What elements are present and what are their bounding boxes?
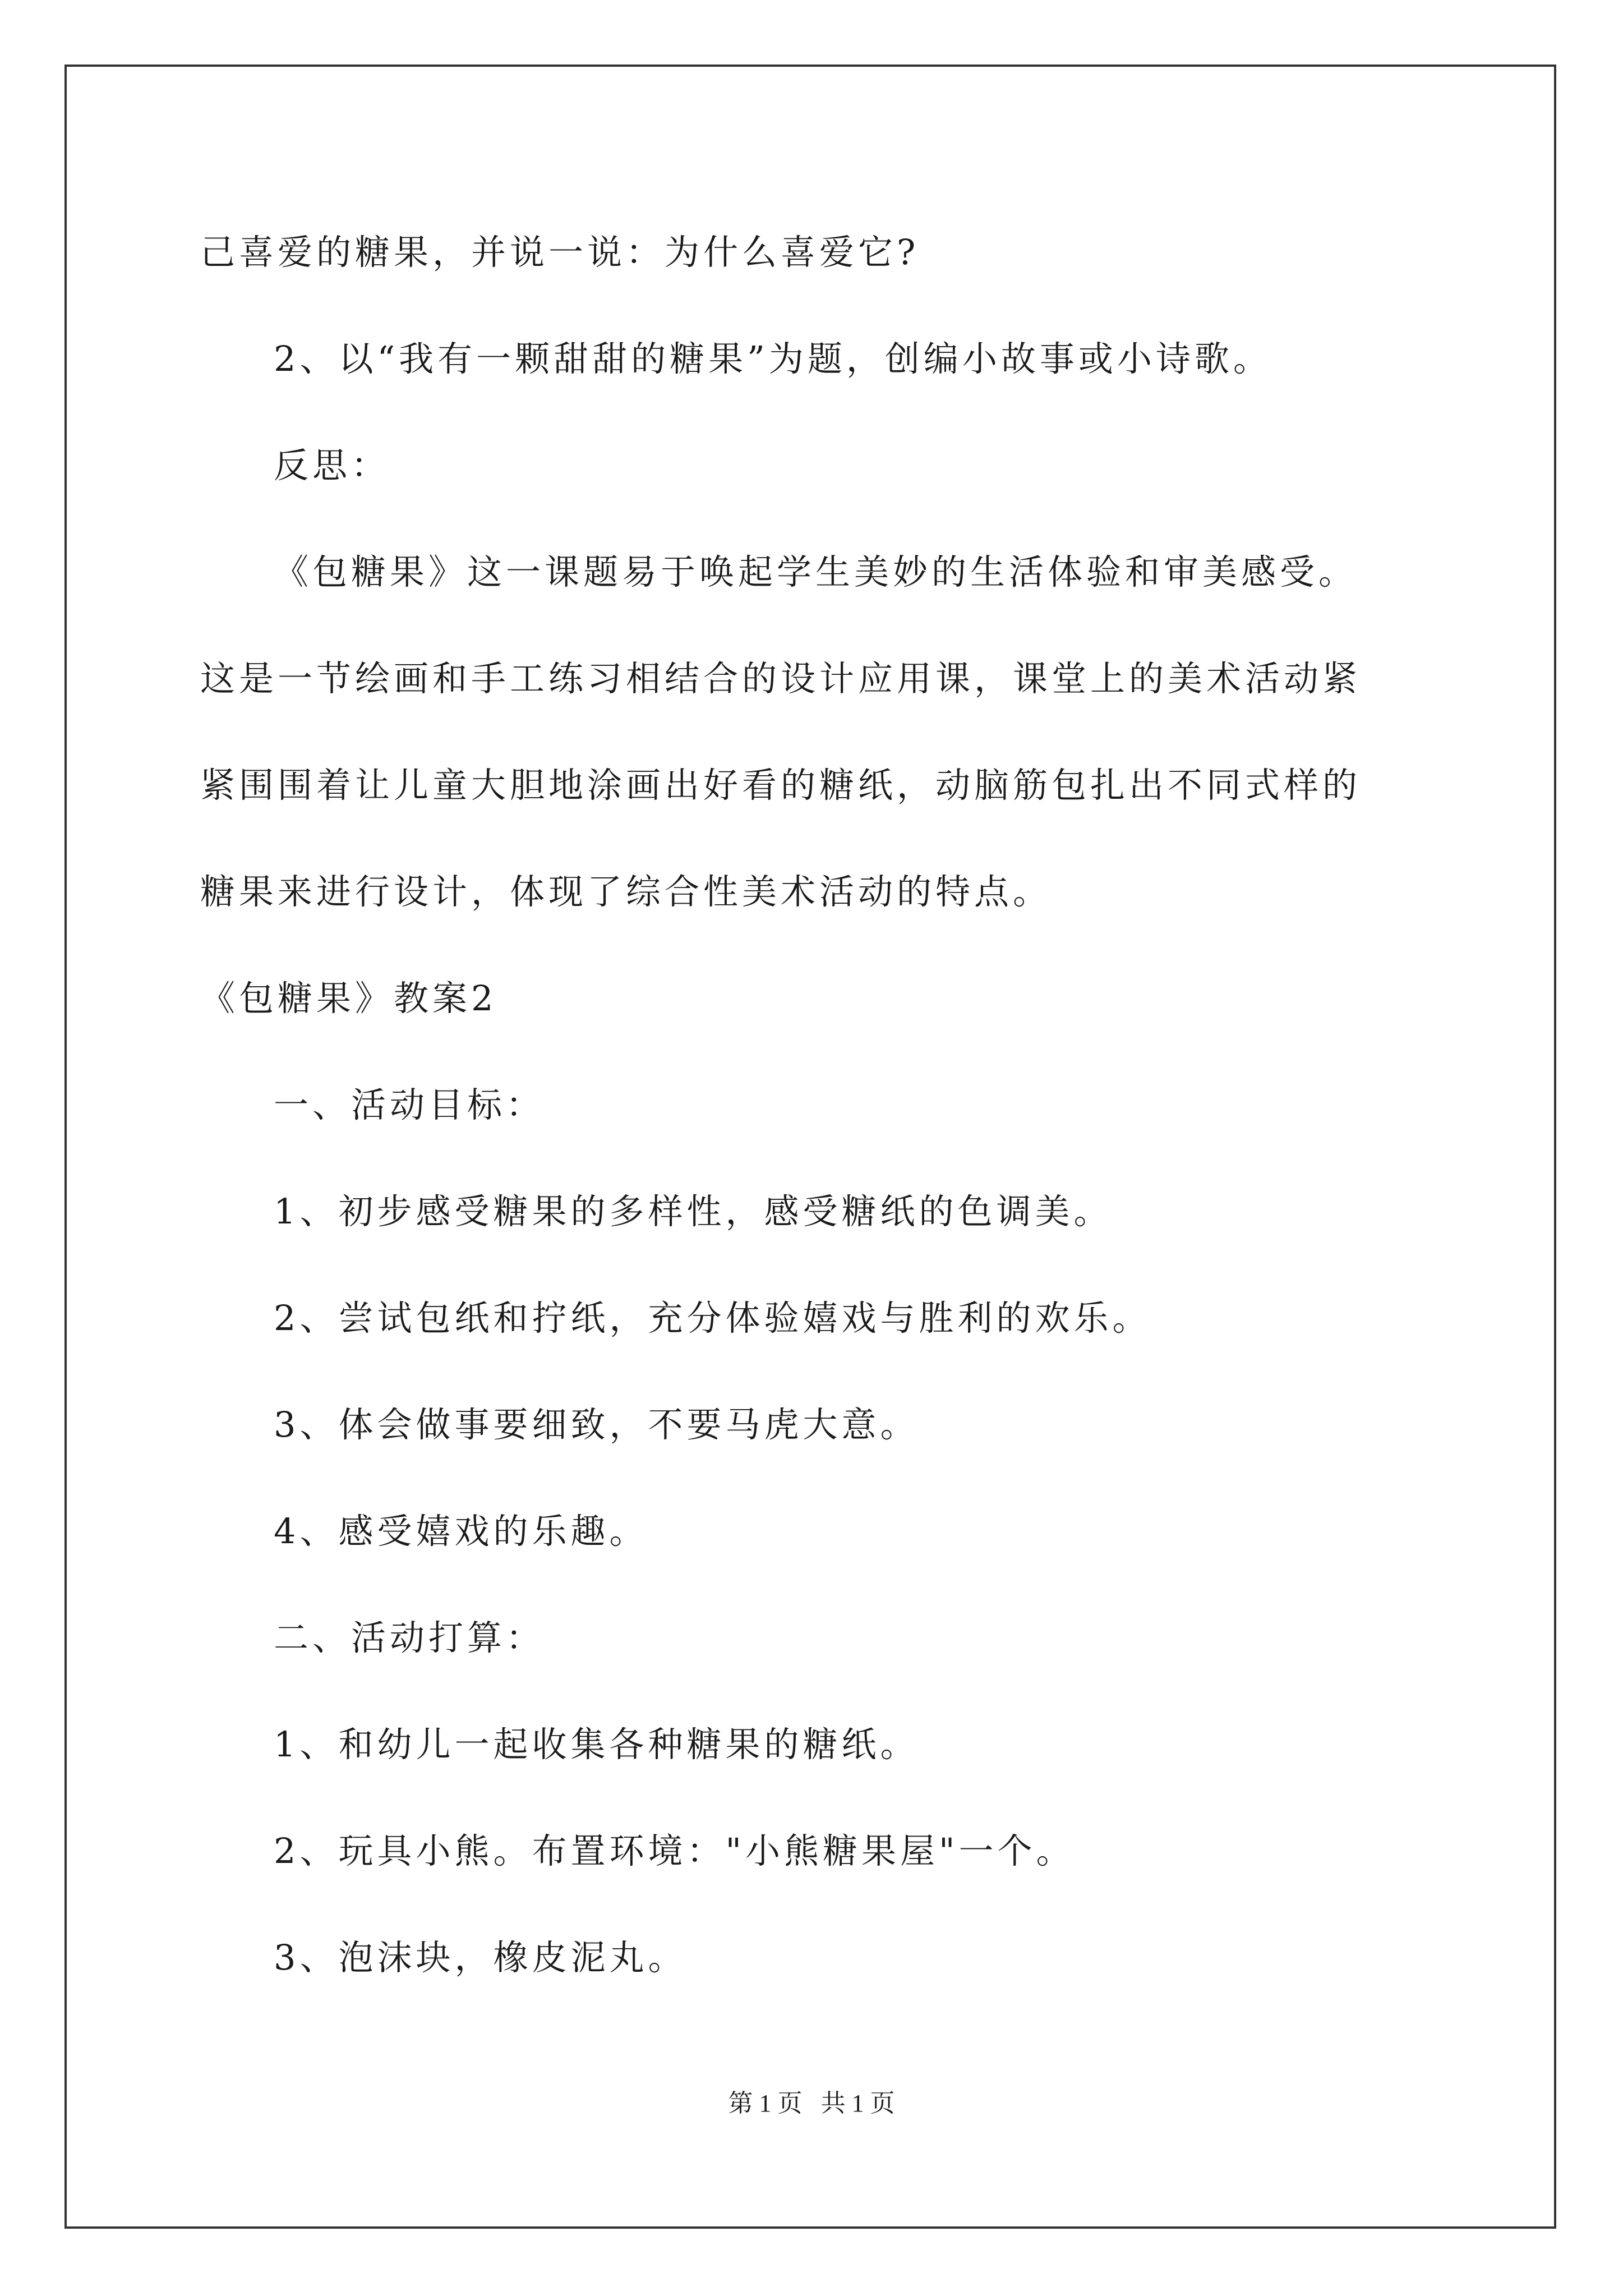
- subsection-heading: 二、活动打算：: [274, 1617, 545, 1658]
- list-item: 3、体会做事要细致，不要马虎大意。: [274, 1404, 919, 1445]
- paragraph-line: 糖果来进行设计，体现了综合性美术活动的特点。: [200, 871, 1052, 912]
- list-item: 2、玩具小熊。布置环境："小熊糖果屋"一个。: [274, 1830, 1075, 1871]
- page-border: [64, 65, 1556, 2229]
- section-heading: 《包糖果》教案2: [200, 978, 497, 1019]
- paragraph-line: 己喜爱的糖果，并说一说：为什么喜爱它?: [200, 232, 920, 273]
- list-item: 4、感受嬉戏的乐趣。: [274, 1511, 648, 1552]
- paragraph-line: 《包糖果》这一课题易于唤起学生美妙的生活体验和审美感受。: [274, 551, 1358, 592]
- paragraph-line: 紧围围着让儿童大胆地涂画出好看的糖纸，动脑筋包扎出不同式样的: [200, 765, 1362, 806]
- subsection-heading: 一、活动目标：: [274, 1084, 545, 1125]
- list-item: 1、和幼儿一起收集各种糖果的糖纸。: [274, 1724, 919, 1765]
- page-number-footer: 第 1 页 共 1 页: [728, 2090, 895, 2117]
- paragraph-line: 这是一节绘画和手工练习相结合的设计应用课，课堂上的美术活动紧: [200, 658, 1362, 699]
- paragraph-line: 反思：: [274, 445, 390, 486]
- list-item: 3、泡沫块，橡皮泥丸。: [274, 1937, 687, 1978]
- list-item: 1、初步感受糖果的多样性，感受糖纸的色调美。: [274, 1191, 1113, 1232]
- list-item: 2、尝试包纸和拧纸，充分体验嬉戏与胜利的欢乐。: [274, 1297, 1151, 1338]
- paragraph-line: 2、以“我有一颗甜甜的糖果”为题，创编小故事或小诗歌。: [274, 338, 1272, 379]
